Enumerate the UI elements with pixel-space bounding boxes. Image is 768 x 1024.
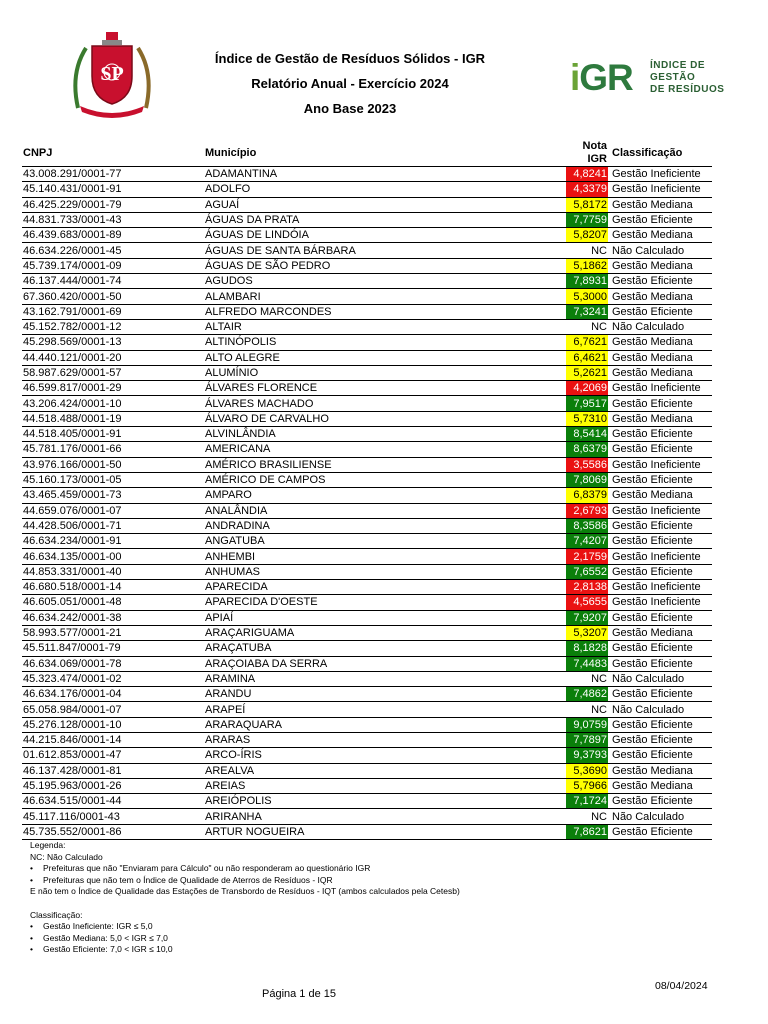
cell-nota: NC [566, 243, 608, 258]
cell-classificacao: Gestão Eficiente [608, 641, 712, 656]
col-header-nota: Nota IGR [582, 140, 607, 165]
cell-municipio: ADAMANTINA [204, 167, 566, 182]
cell-nota: 4,8241 [566, 167, 608, 182]
cell-municipio: ARTUR NOGUEIRA [204, 824, 566, 839]
cell-municipio: ÁLVARES FLORENCE [204, 381, 566, 396]
table-row [22, 656, 712, 671]
cell-cnpj: 46.634.515/0001-44 [22, 794, 204, 809]
cell-municipio: ALFREDO MARCONDES [204, 304, 566, 319]
cell-municipio: ANGATUBA [204, 534, 566, 549]
table-row [22, 457, 712, 472]
cell-municipio: ALTO ALEGRE [204, 350, 566, 365]
table-row [22, 167, 712, 182]
cell-classificacao: Gestão Eficiente [608, 472, 712, 487]
cell-cnpj: 46.634.069/0001-78 [22, 656, 204, 671]
table-row [22, 748, 712, 763]
table-row [22, 610, 712, 625]
cell-municipio: AREIÓPOLIS [204, 794, 566, 809]
cell-municipio: ARAÇOIABA DA SERRA [204, 656, 566, 671]
cell-cnpj: 43.206.424/0001-10 [22, 396, 204, 411]
table-row [22, 778, 712, 793]
table-row [22, 732, 712, 747]
cell-municipio: ALVINLÂNDIA [204, 427, 566, 442]
cell-cnpj: 58.993.577/0001-21 [22, 625, 204, 640]
cell-nota: 6,8379 [566, 488, 608, 503]
cell-municipio: ÁGUAS DA PRATA [204, 212, 566, 227]
cell-classificacao: Gestão Eficiente [608, 534, 712, 549]
table-row [22, 228, 712, 243]
cell-cnpj: 46.634.242/0001-38 [22, 610, 204, 625]
cell-nota: 5,3000 [566, 289, 608, 304]
cell-cnpj: 44.518.405/0001-91 [22, 427, 204, 442]
cell-classificacao: Gestão Ineficiente [608, 503, 712, 518]
cell-municipio: ARIRANHA [204, 809, 566, 824]
cell-nota: 7,8931 [566, 274, 608, 289]
cell-nota: 5,7310 [566, 411, 608, 426]
table-row [22, 595, 712, 610]
cell-cnpj: 44.853.331/0001-40 [22, 564, 204, 579]
cell-municipio: ARANDU [204, 687, 566, 702]
table-body [22, 167, 712, 840]
cell-classificacao: Não Calculado [608, 671, 712, 686]
col-header-cnpj: CNPJ [23, 146, 53, 159]
cell-cnpj: 46.137.444/0001-74 [22, 274, 204, 289]
cell-cnpj: 46.605.051/0001-48 [22, 595, 204, 610]
cell-municipio: ÁGUAS DE SANTA BÁRBARA [204, 243, 566, 258]
cell-nota: 7,4862 [566, 687, 608, 702]
cell-nota: 8,3586 [566, 518, 608, 533]
cell-cnpj: 46.680.518/0001-14 [22, 580, 204, 595]
table-row [22, 350, 712, 365]
cell-cnpj: 43.162.791/0001-69 [22, 304, 204, 319]
cell-municipio: APIAÍ [204, 610, 566, 625]
cell-classificacao: Gestão Eficiente [608, 824, 712, 839]
cell-cnpj: 44.440.121/0001-20 [22, 350, 204, 365]
table-row [22, 824, 712, 839]
cell-municipio: ÁGUAS DE LINDÓIA [204, 228, 566, 243]
cell-municipio: ALTAIR [204, 319, 566, 334]
cell-municipio: APARECIDA D'OESTE [204, 595, 566, 610]
cell-nota: 7,7759 [566, 212, 608, 227]
report-titles [190, 46, 510, 121]
cell-cnpj: 45.735.552/0001-86 [22, 824, 204, 839]
legend [30, 840, 460, 956]
page-number: Página 1 de 15 [262, 988, 337, 1000]
cell-nota: 5,8172 [566, 197, 608, 212]
cell-nota: 7,8069 [566, 472, 608, 487]
cell-classificacao: Gestão Eficiente [608, 518, 712, 533]
cell-nota: 7,4207 [566, 534, 608, 549]
table-row [22, 671, 712, 686]
cell-classificacao: Gestão Ineficiente [608, 595, 712, 610]
cell-classificacao: Gestão Eficiente [608, 794, 712, 809]
cell-classificacao: Gestão Eficiente [608, 732, 712, 747]
classification-item: • Gestão Mediana: 5,0 < IGR ≤ 7,0 [30, 932, 168, 943]
table-row [22, 289, 712, 304]
table-row [22, 564, 712, 579]
table-row [22, 427, 712, 442]
cell-nota: 6,4621 [566, 350, 608, 365]
cell-classificacao: Gestão Mediana [608, 258, 712, 273]
cell-classificacao: Gestão Mediana [608, 411, 712, 426]
report-subtitle: Relatório Anual - Exercício 2024 [251, 76, 449, 91]
cell-nota: NC [566, 702, 608, 717]
cell-classificacao: Gestão Eficiente [608, 212, 712, 227]
table-header-row [22, 140, 712, 167]
cell-cnpj: 45.276.128/0001-10 [22, 717, 204, 732]
table-row [22, 274, 712, 289]
cell-nota: 9,0759 [566, 717, 608, 732]
legend-nc: NC: Não Calculado [30, 851, 103, 862]
cell-nota: NC [566, 809, 608, 824]
table-row [22, 243, 712, 258]
cell-classificacao: Gestão Eficiente [608, 396, 712, 411]
igr-logo [570, 58, 730, 98]
cell-nota: 9,3793 [566, 748, 608, 763]
cell-nota: 5,1862 [566, 258, 608, 273]
table-row [22, 488, 712, 503]
cell-municipio: ARAÇATUBA [204, 641, 566, 656]
cell-classificacao: Gestão Mediana [608, 335, 712, 350]
table-row [22, 518, 712, 533]
legend-item: • Prefeituras que não tem o Índice de Qualidade de Aterros de Resíduos - IQR [30, 874, 333, 885]
cell-nota: 5,8207 [566, 228, 608, 243]
cell-municipio: ANHUMAS [204, 564, 566, 579]
cell-nota: 5,7966 [566, 778, 608, 793]
cell-classificacao: Gestão Mediana [608, 763, 712, 778]
cell-classificacao: Gestão Ineficiente [608, 182, 712, 197]
cell-cnpj: 46.634.176/0001-04 [22, 687, 204, 702]
cell-municipio: ARAMINA [204, 671, 566, 686]
cell-classificacao: Gestão Eficiente [608, 656, 712, 671]
table-row [22, 763, 712, 778]
cell-nota: 5,3207 [566, 625, 608, 640]
cell-nota: 4,3379 [566, 182, 608, 197]
cell-cnpj: 01.612.853/0001-47 [22, 748, 204, 763]
legend-item: • Prefeituras que não "Enviaram para Cálculo" ou não responderam ao questionário IGR [30, 863, 371, 873]
table-row [22, 794, 712, 809]
cell-cnpj: 44.518.488/0001-19 [22, 411, 204, 426]
cell-municipio: AREIAS [204, 778, 566, 793]
table-row [22, 472, 712, 487]
cell-cnpj: 46.634.226/0001-45 [22, 243, 204, 258]
igr-logo-letters: iGR [570, 57, 633, 98]
cell-cnpj: 46.439.683/0001-89 [22, 228, 204, 243]
cell-nota: 6,7621 [566, 335, 608, 350]
cell-municipio: ADOLFO [204, 182, 566, 197]
report-title: Índice de Gestão de Resíduos Sólidos - IGR [214, 51, 486, 66]
table-row [22, 687, 712, 702]
table-row [22, 335, 712, 350]
cell-nota: 7,7897 [566, 732, 608, 747]
cell-cnpj: 45.739.174/0001-09 [22, 258, 204, 273]
igr-logo-text: ÍNDICE DE GESTÃO DE RESÍDUOS [650, 60, 725, 95]
cell-classificacao: Gestão Eficiente [608, 717, 712, 732]
cell-classificacao: Gestão Eficiente [608, 610, 712, 625]
cell-cnpj: 65.058.984/0001-07 [22, 702, 204, 717]
cell-nota: 7,6552 [566, 564, 608, 579]
cell-cnpj: 44.215.846/0001-14 [22, 732, 204, 747]
cell-nota: 7,3241 [566, 304, 608, 319]
cell-classificacao: Gestão Mediana [608, 228, 712, 243]
cell-nota: 4,2069 [566, 381, 608, 396]
report-date: 08/04/2024 [655, 980, 708, 992]
cell-cnpj: 45.160.173/0001-05 [22, 472, 204, 487]
cell-cnpj: 67.360.420/0001-50 [22, 289, 204, 304]
table-row [22, 411, 712, 426]
table-row [22, 182, 712, 197]
cell-nota: NC [566, 319, 608, 334]
cell-municipio: ALUMÍNIO [204, 365, 566, 380]
cell-cnpj: 45.140.431/0001-91 [22, 182, 204, 197]
cell-classificacao: Gestão Mediana [608, 488, 712, 503]
table-row [22, 396, 712, 411]
cell-municipio: ARAPEÍ [204, 702, 566, 717]
cell-municipio: ALTINÓPOLIS [204, 335, 566, 350]
cell-classificacao: Gestão Ineficiente [608, 549, 712, 564]
table-row [22, 717, 712, 732]
cell-nota: 7,9517 [566, 396, 608, 411]
cell-classificacao: Gestão Mediana [608, 625, 712, 640]
cell-nota: 7,1724 [566, 794, 608, 809]
cell-nota: 5,2621 [566, 365, 608, 380]
cell-municipio: AREALVA [204, 763, 566, 778]
cell-nota: 7,9207 [566, 610, 608, 625]
cell-cnpj: 43.465.459/0001-73 [22, 488, 204, 503]
cell-nota: 2,6793 [566, 503, 608, 518]
cell-municipio: AMPARO [204, 488, 566, 503]
cell-municipio: ARAÇARIGUAMA [204, 625, 566, 640]
cell-municipio: ALAMBARI [204, 289, 566, 304]
cell-cnpj: 45.511.847/0001-79 [22, 641, 204, 656]
table-row [22, 702, 712, 717]
classification-item: • Gestão Eficiente: 7,0 < IGR ≤ 10,0 [30, 944, 173, 954]
cell-cnpj: 44.831.733/0001-43 [22, 212, 204, 227]
cell-classificacao: Gestão Ineficiente [608, 167, 712, 182]
cell-nota: 3,5586 [566, 457, 608, 472]
cell-municipio: ARARAQUARA [204, 717, 566, 732]
cell-cnpj: 45.152.782/0001-12 [22, 319, 204, 334]
table-row [22, 381, 712, 396]
cell-municipio: ÁLVARES MACHADO [204, 396, 566, 411]
cell-classificacao: Gestão Ineficiente [608, 381, 712, 396]
cell-cnpj: 46.634.135/0001-00 [22, 549, 204, 564]
cell-municipio: ARARAS [204, 732, 566, 747]
cell-municipio: AGUDOS [204, 274, 566, 289]
cell-cnpj: 43.976.166/0001-50 [22, 457, 204, 472]
cell-cnpj: 46.425.229/0001-79 [22, 197, 204, 212]
cell-cnpj: 43.008.291/0001-77 [22, 167, 204, 182]
cell-classificacao: Não Calculado [608, 243, 712, 258]
cell-classificacao: Gestão Eficiente [608, 687, 712, 702]
table-row [22, 549, 712, 564]
report-header [0, 0, 768, 135]
cell-municipio: APARECIDA [204, 580, 566, 595]
cell-classificacao: Gestão Eficiente [608, 274, 712, 289]
cell-classificacao: Gestão Mediana [608, 197, 712, 212]
cell-classificacao: Gestão Eficiente [608, 304, 712, 319]
cell-municipio: ANHEMBI [204, 549, 566, 564]
sao-paulo-coat-of-arms-icon [68, 28, 156, 118]
cell-municipio: AMÉRICO DE CAMPOS [204, 472, 566, 487]
cell-nota: 8,6379 [566, 442, 608, 457]
cell-cnpj: 45.323.474/0001-02 [22, 671, 204, 686]
cell-nota: 2,8138 [566, 580, 608, 595]
legend-extra: E não tem o Índice de Qualidade das Estações de Transbordo de Resíduos - IQT (ambos calculados pela Cetesb) [30, 886, 460, 896]
cell-cnpj: 45.117.116/0001-43 [22, 809, 204, 824]
col-header-municipio: Município [205, 146, 257, 159]
cell-classificacao: Gestão Eficiente [608, 442, 712, 457]
cell-classificacao: Gestão Ineficiente [608, 580, 712, 595]
cell-nota: 8,1828 [566, 641, 608, 656]
cell-cnpj: 45.195.963/0001-26 [22, 778, 204, 793]
table-row [22, 809, 712, 824]
cell-nota: 7,8621 [566, 824, 608, 839]
classification-title: Classificação: [30, 909, 83, 920]
table-row [22, 212, 712, 227]
cell-cnpj: 46.634.234/0001-91 [22, 534, 204, 549]
table-row [22, 534, 712, 549]
cell-cnpj: 44.428.506/0001-71 [22, 518, 204, 533]
classification-item: • Gestão Ineficiente: IGR ≤ 5,0 [30, 921, 153, 931]
table-row [22, 641, 712, 656]
cell-nota: 4,5655 [566, 595, 608, 610]
cell-classificacao: Gestão Mediana [608, 778, 712, 793]
table-row [22, 258, 712, 273]
cell-cnpj: 45.781.176/0001-66 [22, 442, 204, 457]
cell-classificacao: Não Calculado [608, 809, 712, 824]
cell-classificacao: Não Calculado [608, 319, 712, 334]
cell-classificacao: Gestão Eficiente [608, 427, 712, 442]
igr-table [22, 140, 712, 840]
col-header-classificacao: Classificação [612, 146, 683, 159]
cell-municipio: ANALÂNDIA [204, 503, 566, 518]
table-row [22, 197, 712, 212]
cell-municipio: ARCO-ÍRIS [204, 748, 566, 763]
table-row [22, 442, 712, 457]
cell-classificacao: Gestão Mediana [608, 365, 712, 380]
cell-cnpj: 44.659.076/0001-07 [22, 503, 204, 518]
seal-text: SP [100, 63, 124, 85]
report-base-year: Ano Base 2023 [303, 101, 397, 116]
cell-nota: 5,3690 [566, 763, 608, 778]
cell-cnpj: 45.298.569/0001-13 [22, 335, 204, 350]
cell-municipio: ÁGUAS DE SÃO PEDRO [204, 258, 566, 273]
cell-classificacao: Gestão Eficiente [608, 564, 712, 579]
cell-cnpj: 58.987.629/0001-57 [22, 365, 204, 380]
table-row [22, 319, 712, 334]
table-row [22, 580, 712, 595]
cell-municipio: AMÉRICO BRASILIENSE [204, 457, 566, 472]
cell-classificacao: Gestão Ineficiente [608, 457, 712, 472]
cell-municipio: ÁLVARO DE CARVALHO [204, 411, 566, 426]
cell-classificacao: Gestão Mediana [608, 289, 712, 304]
cell-nota: 2,1759 [566, 549, 608, 564]
cell-classificacao: Não Calculado [608, 702, 712, 717]
cell-nota: 7,4483 [566, 656, 608, 671]
table-row [22, 304, 712, 319]
cell-nota: NC [566, 671, 608, 686]
table-row [22, 625, 712, 640]
cell-cnpj: 46.137.428/0001-81 [22, 763, 204, 778]
cell-municipio: AGUAÍ [204, 197, 566, 212]
cell-classificacao: Gestão Eficiente [608, 748, 712, 763]
legend-title: Legenda: [30, 840, 66, 850]
cell-cnpj: 46.599.817/0001-29 [22, 381, 204, 396]
cell-municipio: AMERICANA [204, 442, 566, 457]
cell-municipio: ANDRADINA [204, 518, 566, 533]
cell-nota: 8,5414 [566, 427, 608, 442]
table-row [22, 365, 712, 380]
cell-classificacao: Gestão Mediana [608, 350, 712, 365]
table-row [22, 503, 712, 518]
